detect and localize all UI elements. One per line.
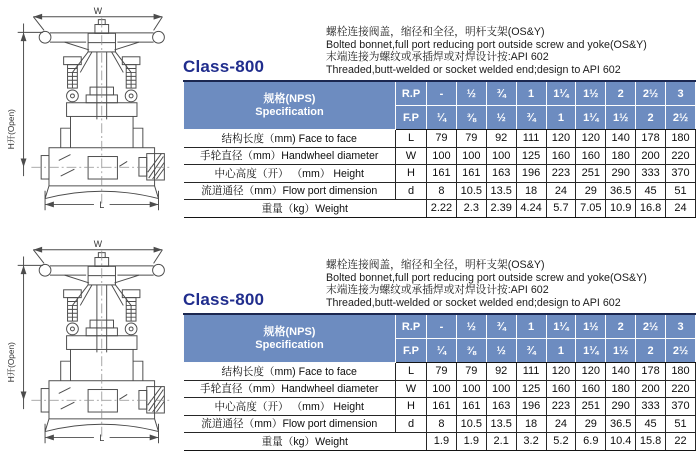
valve-section-bottom	[0, 235, 700, 461]
size-value: ½	[486, 339, 516, 363]
row-label: 结构长度（mm) Face to face	[184, 363, 396, 381]
size-value: 1½	[576, 81, 606, 106]
cell-value: 15.8	[636, 433, 666, 451]
cell-value: 180	[606, 147, 636, 165]
cell-value: 24	[546, 415, 576, 433]
cell-value: 10.5	[456, 415, 486, 433]
row-letter: L	[396, 363, 427, 381]
spec-label-en: Specification	[255, 338, 324, 351]
cell-value: 161	[427, 398, 457, 416]
cell-value: 370	[666, 398, 696, 416]
size-value: ½	[456, 314, 486, 339]
size-value: ¾	[486, 314, 516, 339]
description-line: Bolted bonnet,full port reducing port outside screw and yoke(OS&Y)	[326, 271, 647, 284]
row-label: 流道通径（mm）Flow port dimension	[184, 182, 396, 200]
dim-label-w: W	[93, 238, 103, 249]
table-row	[184, 415, 696, 433]
spec-label-en: Specification	[255, 105, 324, 118]
spec-label-cn: 规格(NPS)	[263, 92, 316, 105]
valve-technical-drawing	[0, 235, 183, 461]
size-value: 2½	[636, 314, 666, 339]
size-value: 2	[636, 106, 666, 130]
size-value: 3	[666, 81, 696, 106]
cell-value: 1.9	[427, 433, 457, 451]
cell-value: 196	[516, 165, 546, 183]
cell-value: 10.5	[456, 182, 486, 200]
gate-valve-drawing	[4, 237, 180, 457]
cell-value: 10.4	[606, 433, 636, 451]
size-value: ¼	[427, 106, 457, 130]
cell-value: 120	[546, 363, 576, 381]
cell-value: 370	[666, 165, 696, 183]
cell-value: 79	[427, 130, 457, 148]
cell-value: 120	[576, 363, 606, 381]
cell-value: 8	[427, 415, 457, 433]
row-letter: W	[396, 147, 427, 165]
cell-value: 5.2	[546, 433, 576, 451]
size-value: ½	[456, 81, 486, 106]
row-label: 重量（kg）Weight	[184, 433, 427, 451]
product-description	[326, 26, 696, 76]
size-value: 1	[516, 81, 546, 106]
cell-value: 24	[666, 200, 696, 218]
cell-value: 100	[456, 147, 486, 165]
row-label: 手轮直径（mm）Handwheel diameter	[184, 380, 396, 398]
gate-valve-drawing	[4, 4, 180, 224]
size-value: ¾	[486, 81, 516, 106]
cell-value: 333	[636, 165, 666, 183]
size-value: 1½	[606, 339, 636, 363]
description-line: Bolted bonnet,full port reducing port outside screw and yoke(OS&Y)	[326, 38, 647, 51]
cell-value: 120	[546, 130, 576, 148]
description-line: Threaded,butt-welded or socket welded end;design to API 602	[326, 296, 621, 309]
valve-section-top	[0, 2, 700, 234]
size-value: 2½	[666, 339, 696, 363]
cell-value: 160	[546, 380, 576, 398]
cell-value: 2.22	[427, 200, 457, 218]
row-letter: W	[396, 380, 427, 398]
size-value: -	[427, 314, 457, 339]
size-value: 2	[606, 81, 636, 106]
cell-value: 160	[576, 147, 606, 165]
description-line: 螺栓连接阀盖，缩径和全径，明杆支架(OS&Y)	[326, 259, 545, 272]
cell-value: 220	[666, 380, 696, 398]
cell-value: 92	[486, 363, 516, 381]
section-header	[183, 235, 696, 313]
size-value: 2½	[666, 106, 696, 130]
cell-value: 125	[516, 380, 546, 398]
size-value: 2½	[636, 81, 666, 106]
cell-value: 200	[636, 147, 666, 165]
row-label: 手轮直径（mm）Handwheel diameter	[184, 147, 396, 165]
cell-value: 223	[546, 398, 576, 416]
cell-value: 3.2	[516, 433, 546, 451]
row-letter: d	[396, 182, 427, 200]
row-label: 流道通径（mm）Flow port dimension	[184, 415, 396, 433]
row-label: 中心高度（开） （mm） Height	[184, 398, 396, 416]
cell-value: 180	[606, 380, 636, 398]
cell-value: 8	[427, 182, 457, 200]
cell-value: 223	[546, 165, 576, 183]
dim-label-l: L	[99, 432, 105, 443]
cell-value: 10.9	[606, 200, 636, 218]
table-row	[184, 380, 696, 398]
size-value: 1¼	[576, 339, 606, 363]
table-row	[184, 147, 696, 165]
cell-value: 36.5	[606, 182, 636, 200]
specification-table	[183, 80, 696, 218]
size-row-key: F.P	[396, 339, 427, 363]
cell-value: 160	[576, 380, 606, 398]
cell-value: 180	[666, 130, 696, 148]
size-value: 1¼	[546, 314, 576, 339]
table-row	[184, 182, 696, 200]
cell-value: 111	[516, 363, 546, 381]
size-value: ¾	[516, 106, 546, 130]
cell-value: 161	[456, 398, 486, 416]
size-value: ¾	[516, 339, 546, 363]
size-value: 1½	[576, 314, 606, 339]
cell-value: 45	[636, 415, 666, 433]
cell-value: 92	[486, 130, 516, 148]
class-rating-label: Class-800	[183, 57, 265, 76]
cell-value: 45	[636, 182, 666, 200]
row-letter: H	[396, 398, 427, 416]
cell-value: 13.5	[486, 182, 516, 200]
cell-value: 140	[606, 363, 636, 381]
cell-value: 100	[427, 147, 457, 165]
description-line: 末端连接为螺纹或承插焊或对焊设计按:API 602	[326, 51, 549, 64]
section-header	[183, 2, 696, 80]
cell-value: 29	[576, 182, 606, 200]
row-label: 中心高度（开） （mm） Height	[184, 165, 396, 183]
size-value: 1½	[606, 106, 636, 130]
section-content	[183, 2, 700, 234]
cell-value: 29	[576, 415, 606, 433]
table-row	[184, 398, 696, 416]
cell-value: 290	[606, 398, 636, 416]
description-line: 末端连接为螺纹或承插焊或对焊设计按:API 602	[326, 284, 549, 297]
size-value: ¼	[427, 339, 457, 363]
dim-label-l: L	[99, 199, 105, 210]
size-value: ½	[486, 106, 516, 130]
cell-value: 13.5	[486, 415, 516, 433]
size-value: 1	[546, 339, 576, 363]
size-row-key: R.P	[396, 81, 427, 106]
row-label: 重量（kg）Weight	[184, 200, 427, 218]
dim-label-w: W	[93, 5, 103, 16]
table-row	[184, 165, 696, 183]
cell-value: 120	[576, 130, 606, 148]
specification-table	[183, 313, 696, 451]
cell-value: 333	[636, 398, 666, 416]
size-value: 2	[636, 339, 666, 363]
cell-value: 163	[486, 165, 516, 183]
table-row	[184, 130, 696, 148]
cell-value: 2.1	[486, 433, 516, 451]
table-row	[184, 363, 696, 381]
cell-value: 140	[606, 130, 636, 148]
row-letter: L	[396, 130, 427, 148]
cell-value: 79	[456, 130, 486, 148]
cell-value: 160	[546, 147, 576, 165]
size-value: 1¼	[576, 106, 606, 130]
cell-value: 251	[576, 165, 606, 183]
spec-header-cell	[184, 81, 396, 130]
size-value: ⅜	[456, 106, 486, 130]
cell-value: 161	[456, 165, 486, 183]
cell-value: 6.9	[576, 433, 606, 451]
description-line: Threaded,butt-welded or socket welded end;design to API 602	[326, 63, 621, 76]
cell-value: 24	[546, 182, 576, 200]
class-rating-label: Class-800	[183, 290, 265, 309]
dim-label-h-open: H开(Open)	[5, 109, 16, 150]
cell-value: 220	[666, 147, 696, 165]
dim-label-h-open: H开(Open)	[5, 342, 16, 383]
cell-value: 18	[516, 182, 546, 200]
spec-label-cn: 规格(NPS)	[263, 325, 316, 338]
cell-value: 178	[636, 363, 666, 381]
cell-value: 196	[516, 398, 546, 416]
cell-value: 79	[456, 363, 486, 381]
cell-value: 51	[666, 182, 696, 200]
table-row	[184, 200, 696, 218]
cell-value: 51	[666, 415, 696, 433]
product-description	[326, 259, 696, 309]
cell-value: 100	[486, 380, 516, 398]
cell-value: 2.3	[456, 200, 486, 218]
cell-value: 5.7	[546, 200, 576, 218]
cell-value: 16.8	[636, 200, 666, 218]
row-letter: H	[396, 165, 427, 183]
row-label: 结构长度（mm) Face to face	[184, 130, 396, 148]
cell-value: 1.9	[456, 433, 486, 451]
cell-value: 163	[486, 398, 516, 416]
description-line: 螺栓连接阀盖，缩径和全径，明杆支架(OS&Y)	[326, 26, 545, 39]
table-row	[184, 433, 696, 451]
cell-value: 111	[516, 130, 546, 148]
size-value: 3	[666, 314, 696, 339]
cell-value: 100	[456, 380, 486, 398]
cell-value: 251	[576, 398, 606, 416]
cell-value: 161	[427, 165, 457, 183]
size-value: 2	[606, 314, 636, 339]
size-value: 1	[546, 106, 576, 130]
cell-value: 200	[636, 380, 666, 398]
row-letter: d	[396, 415, 427, 433]
cell-value: 7.05	[576, 200, 606, 218]
cell-value: 18	[516, 415, 546, 433]
cell-value: 100	[486, 147, 516, 165]
size-value: 1	[516, 314, 546, 339]
size-value: ⅜	[456, 339, 486, 363]
size-row-key: R.P	[396, 314, 427, 339]
cell-value: 178	[636, 130, 666, 148]
cell-value: 79	[427, 363, 457, 381]
cell-value: 2.39	[486, 200, 516, 218]
cell-value: 36.5	[606, 415, 636, 433]
section-content	[183, 235, 700, 461]
cell-value: 22	[666, 433, 696, 451]
size-row-key: F.P	[396, 106, 427, 130]
cell-value: 180	[666, 363, 696, 381]
spec-header-cell	[184, 314, 396, 363]
size-value: -	[427, 81, 457, 106]
cell-value: 4.24	[516, 200, 546, 218]
cell-value: 125	[516, 147, 546, 165]
valve-technical-drawing	[0, 2, 183, 234]
cell-value: 100	[427, 380, 457, 398]
cell-value: 290	[606, 165, 636, 183]
size-value: 1¼	[546, 81, 576, 106]
